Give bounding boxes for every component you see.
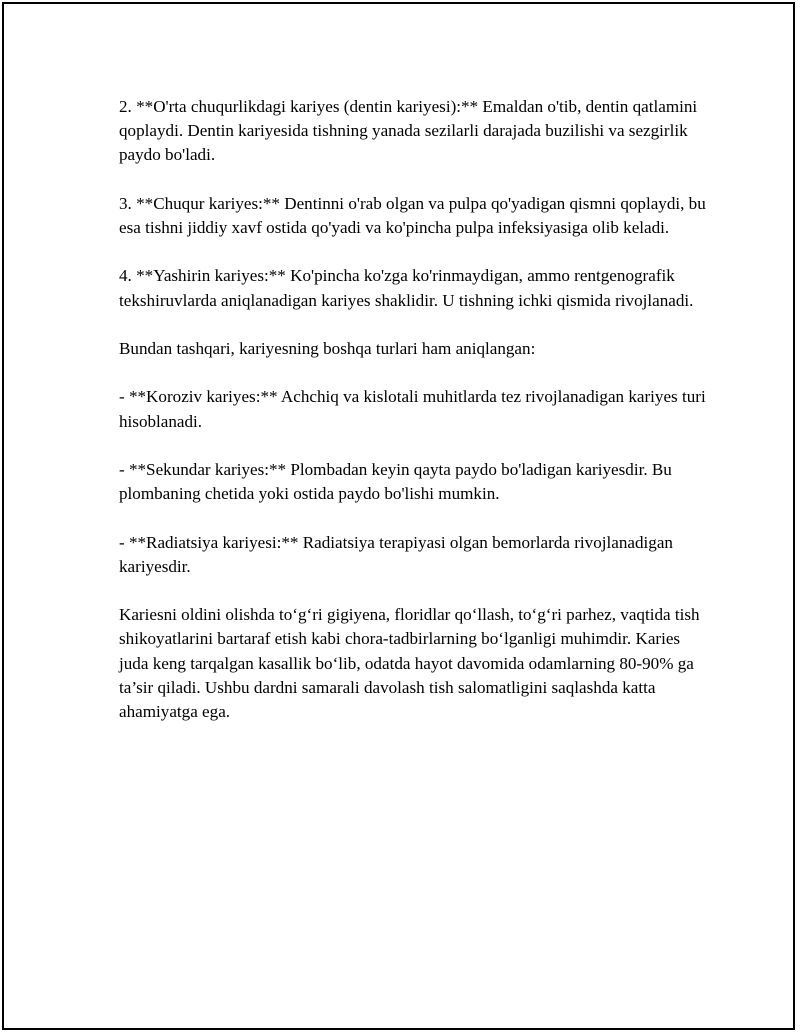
paragraph-sekundar-kariyes: - **Sekundar kariyes:** Plombadan keyin qayta paydo bo'ladigan kariyesdir. Bu plombaning chetida yoki ostida paydo bo'lishi mumkin. xyxy=(119,459,672,504)
paragraph-radiatsiya-kariyesi: - **Radiatsiya kariyesi:** Radiatsiya terapiyasi olgan bemorlarda rivojlanadigan kariyesdir. xyxy=(119,532,673,576)
paragraph-dentin-kariyesi: 2. **O'rta chuqurlikdagi kariyes (dentin kariyesi):** Emaldan o'tib, dentin qatlamini qoplaydi. Dentin kariyesida tishning yanada sezilarli darajada buzilishi va sezgirlik paydo bo'ladi. xyxy=(119,97,698,165)
paragraph-boshqa-turlari-intro: Bundan tashqari, kariyesning boshqa turlari ham aniqlangan: xyxy=(119,338,536,358)
paragraph-yashirin-kariyes: 4. **Yashirin kariyes:** Ko'pincha ko'zga ko'rinmaydigan, ammo rentgenografik tekshiruvlarda aniqlanadigan kariyes shaklidir. U tishning ichki qismida rivojlanadi. xyxy=(119,266,694,310)
page-frame xyxy=(2,2,795,1030)
document-body xyxy=(119,95,709,748)
paragraph-oldini-olish: Kariesni oldini olishda to‘g‘ri gigiyena, floridlar qo‘llash, to‘g‘ri parhez, vaqtida tish shikoyatlarini bartaraf etish kabi chora-tadbirlarning bo‘lganligi muhimdir. Karies juda keng tarqalgan kasallik bo‘lib, odatda hayot davomida odamlarning 80-90% ga ta’sir qiladi. Ushbu dardni samarali davolash tish salomatligini saqlashda katta ahamiyatga ega. xyxy=(119,605,700,721)
paragraph-chuqur-kariyes: 3. **Chuqur kariyes:** Dentinni o'rab olgan va pulpa qo'yadigan qismni qoplaydi, bu esa tishni jiddiy xavf ostida qo'yadi va ko'pincha pulpa infeksiyasiga olib keladi. xyxy=(119,193,706,237)
paragraph-koroziv-kariyes: - **Koroziv kariyes:** Achchiq va kislotali muhitlarda tez rivojlanadigan kariyes turi hisoblanadi. xyxy=(119,387,706,431)
